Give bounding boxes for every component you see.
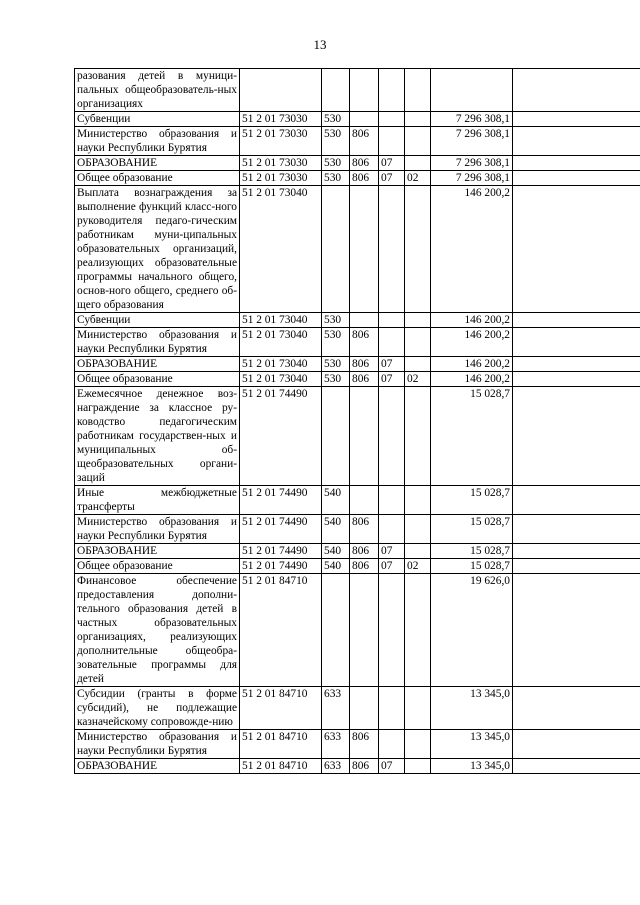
row-expense-type: 530 <box>322 372 350 387</box>
row-amount: 7 296 308,1 <box>431 127 513 156</box>
row-department <box>350 387 379 486</box>
row-extra <box>513 328 640 357</box>
row-expense-type: 540 <box>322 559 350 574</box>
row-department <box>350 186 379 313</box>
row-department: 806 <box>350 127 379 156</box>
row-name: ОБРАЗОВАНИЕ <box>75 544 240 559</box>
row-code: 51 2 01 73030 <box>240 112 322 127</box>
row-expense-type: 530 <box>322 127 350 156</box>
row-section: 07 <box>379 156 405 171</box>
row-section: 07 <box>379 759 405 774</box>
row-amount: 146 200,2 <box>431 313 513 328</box>
row-section <box>379 69 405 112</box>
row-expense-type: 540 <box>322 486 350 515</box>
row-section <box>379 127 405 156</box>
row-subsection <box>405 186 431 313</box>
row-department: 806 <box>350 156 379 171</box>
row-section <box>379 687 405 730</box>
row-section: 07 <box>379 559 405 574</box>
table-row <box>75 730 640 759</box>
table-row <box>75 559 640 574</box>
row-name: ОБРАЗОВАНИЕ <box>75 759 240 774</box>
row-expense-type <box>322 574 350 687</box>
row-department: 806 <box>350 171 379 186</box>
row-extra <box>513 171 640 186</box>
row-amount: 13 345,0 <box>431 687 513 730</box>
row-amount: 146 200,2 <box>431 328 513 357</box>
row-amount: 146 200,2 <box>431 186 513 313</box>
row-amount: 15 028,7 <box>431 387 513 486</box>
row-department: 806 <box>350 372 379 387</box>
row-code: 51 2 01 84710 <box>240 687 322 730</box>
table-row <box>75 112 640 127</box>
table-row <box>75 544 640 559</box>
row-subsection <box>405 544 431 559</box>
table-row <box>75 156 640 171</box>
row-department: 806 <box>350 515 379 544</box>
row-code: 51 2 01 73030 <box>240 127 322 156</box>
row-code: 51 2 01 73040 <box>240 313 322 328</box>
row-subsection <box>405 486 431 515</box>
row-amount <box>431 69 513 112</box>
row-expense-type <box>322 387 350 486</box>
table-row <box>75 69 640 112</box>
row-department <box>350 313 379 328</box>
row-expense-type: 530 <box>322 357 350 372</box>
row-section <box>379 186 405 313</box>
row-section <box>379 574 405 687</box>
row-code: 51 2 01 73030 <box>240 171 322 186</box>
table-row <box>75 387 640 486</box>
row-department <box>350 574 379 687</box>
row-extra <box>513 357 640 372</box>
row-name: Общее образование <box>75 171 240 186</box>
row-code: 51 2 01 73040 <box>240 186 322 313</box>
row-code: 51 2 01 74490 <box>240 515 322 544</box>
table-row <box>75 486 640 515</box>
row-department: 806 <box>350 328 379 357</box>
row-extra <box>513 387 640 486</box>
table-row <box>75 759 640 774</box>
row-subsection <box>405 687 431 730</box>
row-name: Иные межбюджетные трансферты <box>75 486 240 515</box>
row-department <box>350 687 379 730</box>
row-extra <box>513 372 640 387</box>
row-expense-type <box>322 69 350 112</box>
row-expense-type: 530 <box>322 328 350 357</box>
row-section <box>379 730 405 759</box>
table-row <box>75 127 640 156</box>
row-amount: 146 200,2 <box>431 357 513 372</box>
row-amount: 19 626,0 <box>431 574 513 687</box>
table-row <box>75 171 640 186</box>
table-row <box>75 372 640 387</box>
row-amount: 15 028,7 <box>431 515 513 544</box>
table-row <box>75 574 640 687</box>
row-subsection <box>405 127 431 156</box>
row-section <box>379 486 405 515</box>
row-name: Субсидии (гранты в форме субсидий), не подлежащие казначейскому сопровожде-нию <box>75 687 240 730</box>
row-code: 51 2 01 73040 <box>240 372 322 387</box>
row-extra <box>513 112 640 127</box>
row-section <box>379 387 405 486</box>
row-section <box>379 328 405 357</box>
row-name: Министерство образования и науки Республики Бурятия <box>75 730 240 759</box>
row-code: 51 2 01 84710 <box>240 574 322 687</box>
row-amount: 7 296 308,1 <box>431 171 513 186</box>
row-extra <box>513 127 640 156</box>
row-amount: 13 345,0 <box>431 730 513 759</box>
row-subsection <box>405 328 431 357</box>
row-expense-type: 530 <box>322 156 350 171</box>
row-extra <box>513 156 640 171</box>
row-subsection <box>405 387 431 486</box>
row-section: 07 <box>379 372 405 387</box>
row-extra <box>513 313 640 328</box>
row-section <box>379 112 405 127</box>
row-extra <box>513 559 640 574</box>
row-code <box>240 69 322 112</box>
row-department: 806 <box>350 759 379 774</box>
row-subsection <box>405 730 431 759</box>
page-number: 13 <box>313 37 327 52</box>
table-body <box>75 69 640 774</box>
row-code: 51 2 01 84710 <box>240 759 322 774</box>
row-department <box>350 486 379 515</box>
row-subsection: 02 <box>405 372 431 387</box>
row-subsection <box>405 515 431 544</box>
table-row <box>75 313 640 328</box>
row-department <box>350 112 379 127</box>
row-section: 07 <box>379 357 405 372</box>
row-extra <box>513 574 640 687</box>
row-name: Финансовое обеспечение предоставления дополни-тельного образования детей в частных образовательных организациях, реализующих дополнительные общеобра-зовательные программы для детей <box>75 574 240 687</box>
row-section <box>379 313 405 328</box>
row-department <box>350 69 379 112</box>
row-expense-type <box>322 186 350 313</box>
row-extra <box>513 730 640 759</box>
row-expense-type: 530 <box>322 171 350 186</box>
row-extra <box>513 186 640 313</box>
row-expense-type: 540 <box>322 515 350 544</box>
row-expense-type: 633 <box>322 687 350 730</box>
row-name: Общее образование <box>75 559 240 574</box>
row-subsection <box>405 156 431 171</box>
table-row <box>75 515 640 544</box>
row-amount: 7 296 308,1 <box>431 112 513 127</box>
row-name: Министерство образования и науки Республики Бурятия <box>75 515 240 544</box>
table-row <box>75 357 640 372</box>
row-expense-type: 633 <box>322 730 350 759</box>
row-amount: 15 028,7 <box>431 559 513 574</box>
table-row <box>75 687 640 730</box>
row-extra <box>513 515 640 544</box>
row-extra <box>513 486 640 515</box>
row-subsection <box>405 574 431 687</box>
row-expense-type: 540 <box>322 544 350 559</box>
row-subsection <box>405 69 431 112</box>
row-code: 51 2 01 74490 <box>240 559 322 574</box>
row-expense-type: 530 <box>322 112 350 127</box>
row-subsection: 02 <box>405 171 431 186</box>
row-name: Ежемесячное денежное воз-награждение за классное ру-ководство педагогическим работникам государствен-ных и муниципальных об-щеобразовательных органи-заций <box>75 387 240 486</box>
row-amount: 7 296 308,1 <box>431 156 513 171</box>
row-name: ОБРАЗОВАНИЕ <box>75 156 240 171</box>
row-subsection <box>405 759 431 774</box>
row-code: 51 2 01 74490 <box>240 544 322 559</box>
row-name: Субвенции <box>75 313 240 328</box>
row-extra <box>513 687 640 730</box>
row-expense-type: 530 <box>322 313 350 328</box>
row-code: 51 2 01 73040 <box>240 357 322 372</box>
row-code: 51 2 01 74490 <box>240 486 322 515</box>
row-code: 51 2 01 84710 <box>240 730 322 759</box>
row-name: Общее образование <box>75 372 240 387</box>
row-name: Выплата вознаграждения за выполнение функций класс-ного руководителя педаго-гическим работникам муни-ципальных образовательных организаций, реализующих образовательные программы начального общего, основ-ного общего, среднего об-щего образования <box>75 186 240 313</box>
row-section: 07 <box>379 171 405 186</box>
row-subsection <box>405 112 431 127</box>
row-expense-type: 633 <box>322 759 350 774</box>
row-amount: 15 028,7 <box>431 486 513 515</box>
row-extra <box>513 69 640 112</box>
row-code: 51 2 01 74490 <box>240 387 322 486</box>
row-code: 51 2 01 73040 <box>240 328 322 357</box>
budget-table <box>74 68 640 774</box>
row-name: Субвенции <box>75 112 240 127</box>
row-name: ОБРАЗОВАНИЕ <box>75 357 240 372</box>
row-department: 806 <box>350 730 379 759</box>
row-amount: 15 028,7 <box>431 544 513 559</box>
row-name: Министерство образования и науки Республики Бурятия <box>75 328 240 357</box>
row-amount: 146 200,2 <box>431 372 513 387</box>
table-row <box>75 186 640 313</box>
row-section: 07 <box>379 544 405 559</box>
row-extra <box>513 759 640 774</box>
row-code: 51 2 01 73030 <box>240 156 322 171</box>
row-subsection <box>405 357 431 372</box>
row-subsection <box>405 313 431 328</box>
row-department: 806 <box>350 357 379 372</box>
row-amount: 13 345,0 <box>431 759 513 774</box>
row-extra <box>513 544 640 559</box>
row-section <box>379 515 405 544</box>
row-department: 806 <box>350 544 379 559</box>
row-name: Министерство образования и науки Республики Бурятия <box>75 127 240 156</box>
row-name: разования детей в муници-пальных общеобразователь-ных организациях <box>75 69 240 112</box>
row-subsection: 02 <box>405 559 431 574</box>
row-department: 806 <box>350 559 379 574</box>
table-row <box>75 328 640 357</box>
